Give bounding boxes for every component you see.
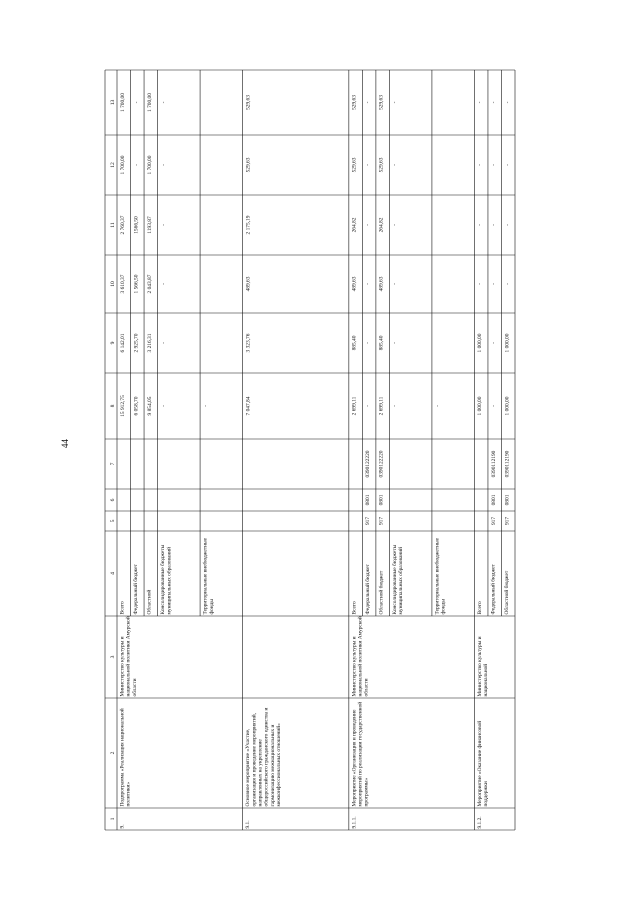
cell-r2-c12: 1 700,00 <box>146 155 153 175</box>
cell-r12-c9: - <box>490 342 497 344</box>
cell-r13-c5: 917 <box>504 516 511 526</box>
cell-r11-c3: Министерство культуры инациональной <box>476 636 490 697</box>
page-number: 44 <box>60 439 70 448</box>
cell-r8-c6: 0801 <box>378 494 385 506</box>
cell-r9-c12: - <box>392 164 399 166</box>
cell-r1-c8: 6 058,70 <box>133 396 140 416</box>
cell-r8-c12: 529,63 <box>378 157 385 173</box>
column-number-2: 2 <box>110 751 116 755</box>
cell-r0-c3: Министерство культуры инациональной политики Амурскойобласти <box>119 616 138 697</box>
cell-r13-c10: - <box>504 283 511 285</box>
cell-r5-c13: 529,63 <box>245 95 252 110</box>
cell-r9-c11: - <box>392 224 399 226</box>
cell-r13-c8: 1 000,00 <box>504 396 511 416</box>
cell-r6-c13: 529,63 <box>351 95 358 110</box>
cell-r8-c8: 2 699,11 <box>378 396 385 416</box>
cell-r6-c11: 264,82 <box>351 217 358 233</box>
cell-r0-c9: 6 142,01 <box>119 333 126 353</box>
cell-r2-c13: 1 700,00 <box>146 93 153 112</box>
cell-r8-c4: Областной бюджет <box>378 570 385 615</box>
cell-r7-c11: - <box>365 224 372 226</box>
column-number-5: 5 <box>110 519 116 523</box>
cell-r12-c7: 0390112190 <box>490 450 497 478</box>
cell-r2-c9: 3 216,31 <box>146 333 153 353</box>
cell-r7-c13: - <box>365 101 372 104</box>
cell-r6-c1: 9.1.1. <box>351 816 358 829</box>
cell-r2-c8: 9 854,05 <box>146 396 153 416</box>
cell-r0-c1: 9. <box>119 824 126 829</box>
cell-r5-c2: Основное мероприятие «Участие,организация и проведение мероприятий,направленных на укреплениеобщероссийского гражданского единства игармонизацию межнациональных имежконфессиональных отношений» <box>245 707 283 807</box>
cell-r3-c8: - <box>160 405 167 407</box>
cell-r9-c4: Консолидированные бюджетымуниципальных образований <box>391 544 405 615</box>
cell-r11-c10: - <box>477 283 484 285</box>
cell-r0-c13: 1 700,00 <box>119 93 126 112</box>
cell-r6-c8: 2 699,11 <box>351 396 358 416</box>
cell-r1-c13: - <box>133 101 140 104</box>
cell-r12-c11: - <box>490 224 497 226</box>
cell-r13-c12: - <box>504 164 511 166</box>
cell-r1-c9: 2 925,70 <box>133 333 140 353</box>
column-number-6: 6 <box>110 498 116 502</box>
cell-r11-c9: 1 000,00 <box>477 333 484 353</box>
cell-r5-c11: 2 175,19 <box>245 215 252 235</box>
cell-r5-c9: 3 323,76 <box>245 333 252 353</box>
cell-r12-c4: Федеральный бюджет <box>490 564 497 615</box>
cell-r7-c8: - <box>365 405 372 407</box>
cell-r12-c12: - <box>490 164 497 166</box>
column-number-13: 13 <box>110 99 116 106</box>
column-number-12: 12 <box>110 162 116 168</box>
cell-r1-c11: 1566,50 <box>133 216 140 234</box>
cell-r11-c2: Мероприятие «Оказание финансовойподдержки <box>476 720 490 807</box>
cell-r3-c12: - <box>160 164 167 166</box>
cell-r0-c11: 2 760,37 <box>119 215 126 235</box>
cell-r1-c4: Федеральный бюджет <box>133 564 140 615</box>
cell-r5-c12: 529,63 <box>245 157 252 173</box>
cell-r9-c8: - <box>392 405 399 407</box>
cell-r10-c8: - <box>434 405 441 407</box>
cell-r3-c9: - <box>160 342 167 344</box>
column-number-10: 10 <box>110 281 116 287</box>
cell-r8-c13: 529,63 <box>378 95 385 110</box>
cell-r8-c7: 0390122220 <box>378 450 385 478</box>
cell-r6-c4: Всего <box>351 601 358 615</box>
cell-r6-c9: 885,40 <box>351 335 358 351</box>
cell-r4-c8: - <box>202 405 209 407</box>
cell-r0-c2: Подпрограмма «Реализация национальнойполитики» <box>119 708 132 807</box>
column-number-7: 7 <box>110 462 116 466</box>
cell-r8-c5: 917 <box>378 516 385 526</box>
cell-r0-c10: 3 610,37 <box>119 274 126 294</box>
cell-r10-c4: Территориальные внебюджетныефонды <box>434 537 447 615</box>
cell-r3-c11: - <box>160 224 167 226</box>
cell-r12-c5: 917 <box>490 516 497 526</box>
cell-r7-c10: - <box>365 283 372 285</box>
cell-r6-c12: 529,63 <box>351 157 358 173</box>
cell-r13-c4: Областной бюджет <box>503 570 510 615</box>
cell-r9-c10: - <box>392 283 399 285</box>
cell-r7-c5: 917 <box>365 516 372 526</box>
cell-r8-c9: 885,40 <box>378 335 385 351</box>
cell-r11-c1: 9.1.2. <box>476 816 483 829</box>
cell-r7-c12: - <box>365 164 372 166</box>
cell-r13-c7: 0390112190 <box>504 450 511 478</box>
cell-r13-c11: - <box>504 224 511 226</box>
cell-r12-c13: - <box>490 101 497 104</box>
cell-r0-c4: Всего <box>119 601 126 615</box>
cell-r12-c6: 0801 <box>490 494 497 506</box>
cell-r7-c6: 0801 <box>365 494 372 506</box>
cell-r2-c11: 1193,87 <box>146 216 153 234</box>
cell-r1-c10: 1 566,50 <box>133 274 140 294</box>
cell-r4-c4: Территориальные внебюджетныефонды <box>202 537 215 615</box>
cell-r3-c13: - <box>160 101 167 104</box>
cell-r6-c10: 489,63 <box>351 276 358 292</box>
cell-r0-c12: 1 700,00 <box>119 155 126 175</box>
cell-r8-c11: 264,82 <box>378 217 385 233</box>
cell-r1-c12: - <box>133 164 140 166</box>
column-number-4: 4 <box>110 572 116 575</box>
cell-r9-c9: - <box>392 342 399 344</box>
cell-r11-c4: Всего <box>476 601 483 615</box>
cell-r7-c7: 0390122220 <box>365 450 372 478</box>
cell-r11-c11: - <box>477 224 484 226</box>
table-group <box>105 70 515 830</box>
cell-r6-c2: Мероприятие «Организация и проведениемероприятий по реализации государственнойпрограммы» <box>351 701 370 807</box>
cell-r13-c9: 1 000,00 <box>504 333 511 353</box>
cell-r11-c8: 1 000,00 <box>477 396 484 416</box>
cell-r11-c12: - <box>477 164 484 166</box>
cell-r3-c10: - <box>160 283 167 285</box>
cell-r5-c1: 9.1. <box>245 820 252 829</box>
column-number-3: 3 <box>110 655 116 659</box>
column-number-1: 1 <box>110 817 116 821</box>
cell-r6-c3: Министерство культуры инациональной политики Амурскойобласти <box>351 616 370 697</box>
column-number-8: 8 <box>110 404 116 408</box>
column-number-11: 11 <box>110 222 116 228</box>
cell-r8-c10: 489,63 <box>378 276 385 292</box>
cell-r5-c8: 7 047,84 <box>245 396 252 416</box>
cell-r11-c13: - <box>477 101 484 104</box>
cell-r0-c8: 15 912,75 <box>119 395 126 417</box>
cell-r7-c4: Федеральный бюджет <box>364 564 371 615</box>
column-number-9: 9 <box>110 341 116 345</box>
cell-r2-c10: 2 043,87 <box>146 274 153 294</box>
cell-r13-c13: - <box>504 101 511 104</box>
cell-r12-c10: - <box>490 283 497 285</box>
cell-r3-c4: Консолидированные бюджетымуниципальных образований <box>160 544 173 615</box>
cell-r7-c9: - <box>365 342 372 344</box>
cell-r9-c13: - <box>392 101 399 104</box>
cell-r12-c8: - <box>490 405 497 407</box>
cell-r2-c4: Областной <box>146 589 153 615</box>
cell-r5-c10: 489,63 <box>245 276 252 292</box>
cell-r13-c6: 0801 <box>504 494 511 506</box>
